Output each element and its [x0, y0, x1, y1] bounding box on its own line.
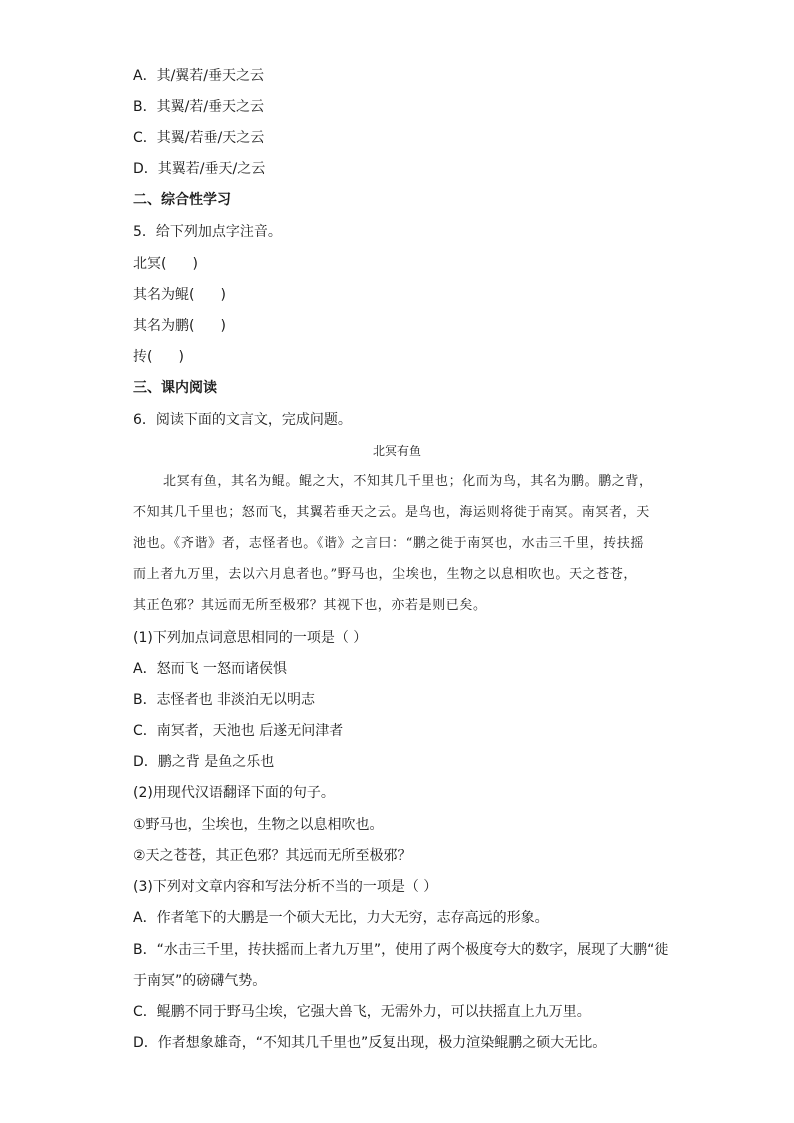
sub2-item-2: ②天之苍苍，其正色邪？其远而无所至极邪？	[133, 848, 412, 864]
q5-item: 其名为鹏( )	[133, 318, 226, 334]
q5-item-word: 抟	[133, 349, 147, 365]
q5-item-word: 北冥	[133, 256, 161, 272]
q4-option-b: B．其翼/若/垂天之云	[133, 99, 265, 115]
q5-stem: 5．给下列加点字注音。	[133, 224, 282, 240]
sub1-option-a: A．怒而飞 一怒而诸侯惧	[133, 661, 288, 677]
section-heading-comprehensive: 二、综合性学习	[133, 192, 231, 208]
q4-option-c: C．其翼/若垂/天之云	[133, 130, 265, 146]
sub3-option-b-cont: 于南冥”的磅礴气势。	[133, 973, 267, 989]
passage-line: 北冥有鱼，其名为鲲。鲲之大，不知其几千里也；化而为鸟，其名为鹏。鹏之背，	[163, 474, 653, 489]
sub1-option-b: B．志怪者也 非淡泊无以明志	[133, 692, 316, 708]
q5-item: 其名为鲲( )	[133, 287, 226, 303]
q5-item-word: 其名为鲲	[133, 287, 189, 303]
sub1-stem: (1)下列加点词意思相同的一项是（ ）	[133, 630, 368, 646]
sub3-option-b: B．“水击三千里，抟扶摇而上者九万里”，使用了两个极度夸大的数字，展现了大鹏“徙	[133, 942, 669, 958]
sub2-item-1: ①野马也，尘埃也，生物之以息相吹也。	[133, 817, 384, 833]
passage-line: 而上者九万里，去以六月息者也。”野马也，尘埃也，生物之以息相吹也。天之苍苍，	[133, 567, 637, 582]
q5-item: 抟( )	[133, 349, 184, 365]
sub1-option-c: C．南冥者，天池也 后遂无问津者	[133, 723, 344, 739]
passage-line: 池也。《齐谐》者，志怪者也。《谐》之言曰：“鹏之徙于南冥也，水击三千里，抟扶摇	[133, 536, 645, 551]
q4-option-a: A．其/翼若/垂天之云	[133, 68, 265, 84]
q5-item: 北冥( )	[133, 256, 198, 272]
q6-stem: 6．阅读下面的文言文，完成问题。	[133, 412, 352, 428]
sub3-option-d: D．作者想象雄奇，“不知其几千里也”反复出现，极力渲染鲲鹏之硕大无比。	[133, 1035, 607, 1051]
sub1-option-d: D．鹏之背 是鱼之乐也	[133, 754, 275, 770]
sub3-stem: (3)下列对文章内容和写法分析不当的一项是（ ）	[133, 879, 438, 895]
sub2-stem: (2)用现代汉语翻译下面的句子。	[133, 785, 335, 801]
q4-option-d: D．其翼若/垂天/之云	[133, 161, 266, 177]
section-heading-reading: 三、课内阅读	[133, 380, 217, 396]
sub3-option-c: C．鲲鹏不同于野马尘埃，它强大兽飞，无需外力，可以扶摇直上九万里。	[133, 1004, 591, 1020]
passage-title: 北冥有鱼	[372, 444, 421, 458]
passage-line: 其正色邪？其远而无所至极邪？其视下也，亦若是则已矣。	[133, 598, 487, 613]
passage-line: 不知其几千里也；怒而飞，其翼若垂天之云。是鸟也，海运则将徙于南冥。南冥者，天	[133, 505, 650, 520]
sub3-option-a: A．作者笔下的大鹏是一个硕大无比，力大无穷，志存高远的形象。	[133, 910, 549, 926]
q5-item-word: 其名为鹏	[133, 318, 189, 334]
